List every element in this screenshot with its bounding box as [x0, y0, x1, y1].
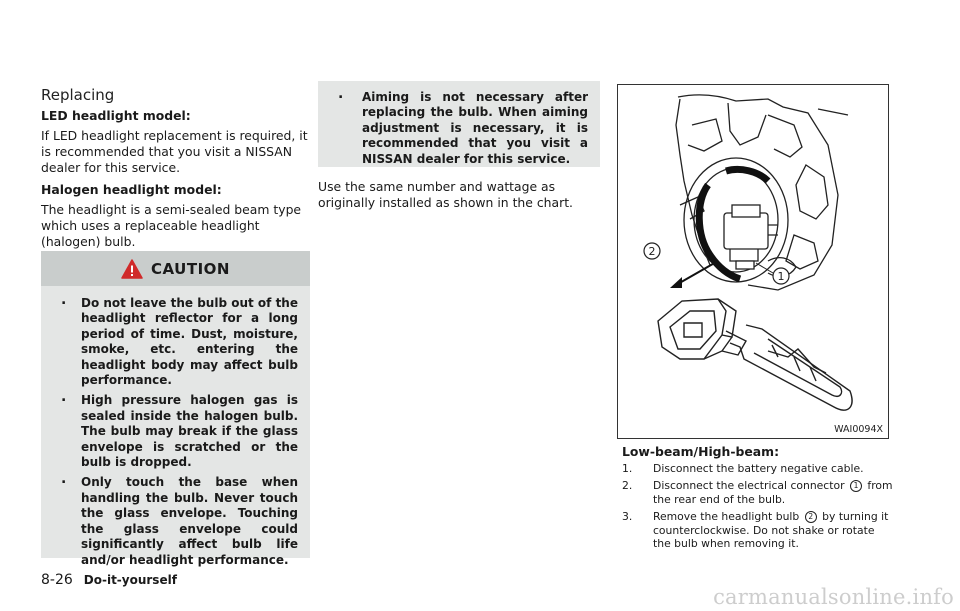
led-text: If LED headlight replacement is required, it is recommended that you visit a NISSAN dealer for this service. [41, 128, 308, 175]
step-3 [622, 510, 894, 550]
wattage-text: Use the same number and wattage as originally installed as shown in the chart. [318, 179, 574, 210]
step-text: Remove the headlight bulb [653, 510, 800, 524]
halogen-text: The headlight is a semi-sealed beam type which uses a replaceable headlight (halogen) bulb. [41, 202, 302, 249]
steps-list [622, 462, 894, 554]
note-box [318, 81, 600, 167]
warning-icon [121, 259, 143, 279]
caution-item: . Only touch the base when handling the bulb. Never touch the glass envelope. Touching the glass envelope could significantly affect bulb life and/or headlight performance. [57, 475, 298, 567]
caution-title: CAUTION [151, 259, 230, 278]
ref-circle-2: 2 [805, 511, 817, 523]
page-number: 8-26 [41, 572, 73, 588]
section-title: Replacing [41, 86, 115, 104]
callout-1: 1 [777, 270, 785, 283]
step-number: 3. [622, 510, 633, 524]
headlight-illustration [618, 85, 888, 438]
step-text-after: from the rear end of the bulb. [653, 479, 893, 506]
headlight-bulb-figure [617, 84, 889, 439]
footer-section: Do-it-yourself [83, 573, 177, 587]
step-text: Disconnect the electrical connector [653, 479, 845, 493]
caution-item: . High pressure halogen gas is sealed inside the halogen bulb. The bulb may break if the glass envelope is scratched or the bulb is dropped. [57, 393, 298, 470]
step-1 [622, 462, 894, 475]
watermark: carmanualsonline.info [713, 585, 954, 609]
intro-column [41, 108, 311, 256]
step-number: 1. [622, 462, 633, 475]
step-text-after: by turning it counterclockwise. Do not shake or rotate the bulb when removing it. [653, 510, 889, 551]
note-item: . Aiming is not necessary after replacing the bulb. When aiming adjustment is necessary, it is recommended that you visit a NISSAN dealer for this service. [332, 90, 588, 167]
bulb-drawing [658, 299, 852, 410]
callout-2: 2 [648, 245, 656, 258]
ref-circle-1: 1 [850, 480, 862, 492]
step-text: Disconnect the battery negative cable. [653, 462, 864, 475]
caution-item: . Do not leave the bulb out of the headlight reflector for a long period of time. Dust, moisture, smoke, etc. entering the headlight body may affect bulb performance. [57, 296, 298, 388]
step-2 [622, 479, 894, 506]
caution-box [41, 286, 310, 567]
figure-code: WAI0094X [834, 424, 883, 435]
page-footer [41, 572, 177, 588]
step-number: 2. [622, 479, 633, 493]
low-high-beam-title: Low-beam/High-beam: [622, 444, 780, 459]
caution-header [41, 251, 310, 286]
led-heading: LED headlight model: [41, 108, 191, 123]
halogen-heading: Halogen headlight model: [41, 182, 222, 197]
